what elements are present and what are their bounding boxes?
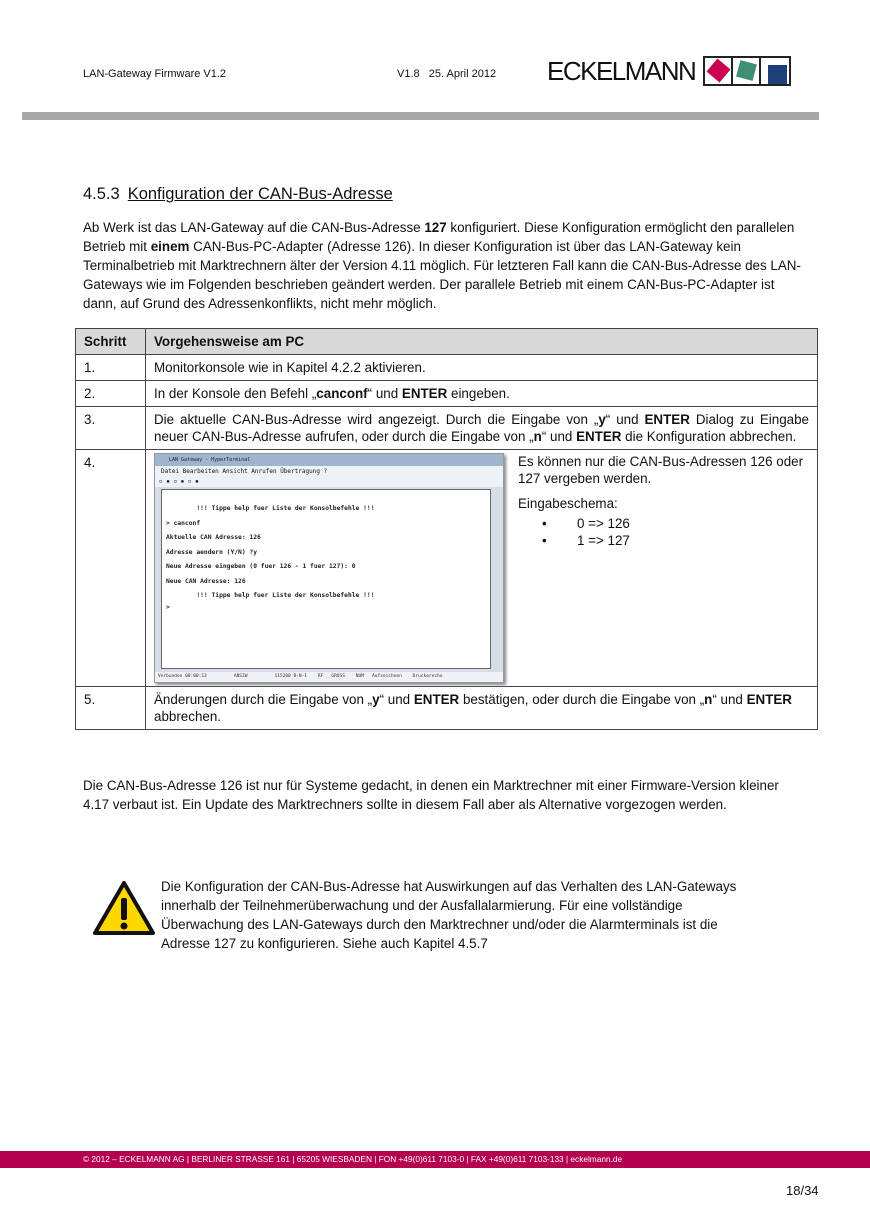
text-segment: > canconf [166, 519, 201, 527]
section-number: 4.5.3 [83, 185, 120, 203]
text-segment: !!! Tippe help fuer Liste der Konsolbefehle !!! [166, 505, 375, 512]
text-segment: y [372, 692, 380, 707]
table-row [76, 407, 818, 450]
text-segment: Aktuelle CAN Adresse: 126 [166, 534, 261, 541]
text-segment: CAN-Bus-PC-Adapter (Adresse 126). In dieser Konfiguration ist über das LAN-Gateway kein Terminalbetrieb mit Marktrechnern älter der Version 4.11 möglich. Für letzteren Fall kann die CAN-Bus-Adresse des LAN-Gateways wie im Folgenden beschrieben geändert werden. Der parallele Betrieb mit einem CAN-Bus-PC-Adapter ist dann, auf Grund des Adressenkonflikts, nicht mehr möglich. [83, 239, 801, 311]
logo-box-blue [761, 58, 789, 84]
text-segment: !!! Tippe help fuer Liste der Konsolbefehle !!! [166, 592, 375, 599]
header-version: V1.8 25. April 2012 [397, 68, 497, 80]
col-step: Schritt [76, 329, 146, 355]
text-segment: 1 => 127 [577, 533, 630, 548]
hyperterminal-screenshot [154, 453, 504, 683]
table-row [76, 355, 818, 381]
text-segment: Dialog zu Eingabe neuer CAN-Bus-Adresse aufrufen, oder durch die Eingabe von „ [154, 412, 809, 444]
schema-item [542, 515, 808, 532]
text-segment: “ und [712, 692, 747, 707]
logo-box-red [705, 58, 733, 84]
footer-bar: © 2012 – ECKELMANN AG | BERLINER STRASSE 161 | 65205 WIESBADEN | FON +49(0)611 7103-0 | FAX +49(0)611 7103-133 | eckelmann.de [0, 1151, 870, 1168]
text-segment: “ und [541, 429, 577, 444]
note-paragraph: Die CAN-Bus-Adresse 126 ist nur für Systeme gedacht, in denen ein Marktrechner mit einer Firmware-Version kleiner 4.17 verbaut ist. Ein Update des Marktrechners sollte in diesem Fall aber als Alternative vorgezogen werden. [83, 778, 779, 812]
text-segment: ENTER [576, 429, 622, 444]
terminal-toolbar-icons: ▫ ▪ ▫ ▪ ▫ ▪ [155, 477, 503, 487]
table-row [76, 687, 818, 730]
text-segment: bestätigen, oder durch die Eingabe von „ [459, 692, 705, 707]
text-segment: konfiguriert. Diese Konfiguration ermöglicht den parallelen Betrieb mit [83, 220, 795, 254]
warning-text: Die Konfiguration der CAN-Bus-Adresse hat Auswirkungen auf das Verhalten des LAN-Gateways innerhalb der Teilnehmerüberwachung und der Ausfallalarmierung. Für eine vollständige Überwachung des LAN-Gateways durch den Marktrechner und/oder die Alarmterminals ist die Adresse 127 zu konfigurieren. Siehe auch Kapitel 4.5.7 [161, 879, 737, 951]
page-number: 18/34 [786, 1183, 819, 1198]
text-segment: 2. [76, 381, 146, 407]
bullet-icon: • [542, 533, 547, 548]
text-segment: 0 => 126 [577, 516, 630, 531]
text-segment: 1. [76, 355, 146, 381]
terminal-screen [161, 489, 491, 669]
schema-item [542, 532, 808, 549]
text-segment: die Konfiguration abbrechen. [621, 429, 797, 444]
text-segment: Die aktuelle CAN-Bus-Adresse wird angezeigt. Durch die Eingabe von „ [154, 412, 599, 427]
text-segment: y [598, 412, 606, 427]
table-row [76, 450, 818, 687]
logo-text: ECKELMANN [547, 55, 696, 86]
steps-table [75, 328, 818, 730]
eckelmann-logo [547, 56, 791, 86]
text-segment: 4. [76, 450, 146, 687]
terminal-menu: Datei Bearbeiten Ansicht Anrufen Übertragung ? [155, 466, 503, 477]
text-segment: ENTER [413, 692, 460, 707]
text-segment: ENTER [746, 692, 792, 707]
text-segment: eingeben. [447, 386, 510, 401]
text-segment: In der Konsole den Befehl „ [154, 386, 317, 401]
text-segment: canconf [316, 386, 368, 401]
text-segment: abbrechen. [154, 709, 222, 724]
schema-label: Eingabeschema: [518, 496, 618, 511]
text-segment: “ und [379, 692, 414, 707]
schema-list [542, 515, 808, 549]
section-heading [83, 185, 393, 204]
terminal-statusbar: Verbunden 00:00:13 ANSIW 115200 8-N-1 RF GROSS NUM Aufzeichnen Druckerecho [155, 672, 503, 682]
table-row [76, 381, 818, 407]
section-title: Konfiguration der CAN-Bus-Adresse [127, 185, 393, 203]
text-segment: 127 [424, 220, 447, 235]
text-segment: Änderungen durch die Eingabe von „ [154, 692, 373, 707]
text-segment: Ab Werk ist das LAN-Gateway auf die CAN-Bus-Adresse [83, 220, 425, 235]
text-segment: Neue CAN Adresse: 126 [166, 577, 246, 585]
terminal-title: LAN Gateway - HyperTerminal [155, 454, 503, 466]
text-segment: Monitorkonsole wie in Kapitel 4.2.2 aktivieren. [146, 355, 818, 381]
text-segment: “ und [605, 412, 645, 427]
bullet-icon: • [542, 516, 547, 531]
header-divider [22, 112, 819, 120]
logo-boxes [703, 56, 791, 86]
text-segment: ENTER [401, 386, 448, 401]
col-procedure: Vorgehensweise am PC [146, 329, 818, 355]
warning-icon [92, 880, 156, 939]
intro-paragraph [83, 218, 803, 313]
text-segment: Neue Adresse eingeben (0 fuer 126 - 1 fuer 127): 0 [166, 563, 356, 570]
header-title: LAN-Gateway Firmware V1.2 [83, 68, 227, 80]
text-segment: 3. [76, 407, 146, 450]
text-segment: n [533, 429, 542, 444]
address-note: Es können nur die CAN-Bus-Adressen 126 oder 127 vergeben werden. [518, 454, 804, 486]
text-segment: “ und [367, 386, 402, 401]
text-segment: einem [150, 239, 190, 254]
text-segment: 5. [76, 687, 146, 730]
text-segment: ENTER [644, 412, 690, 427]
table-header [76, 329, 818, 355]
text-segment: n [704, 692, 713, 707]
text-segment: > [166, 604, 170, 611]
logo-box-green [733, 58, 761, 84]
text-segment: Adresse aendern (Y/N) ?y [166, 548, 257, 556]
